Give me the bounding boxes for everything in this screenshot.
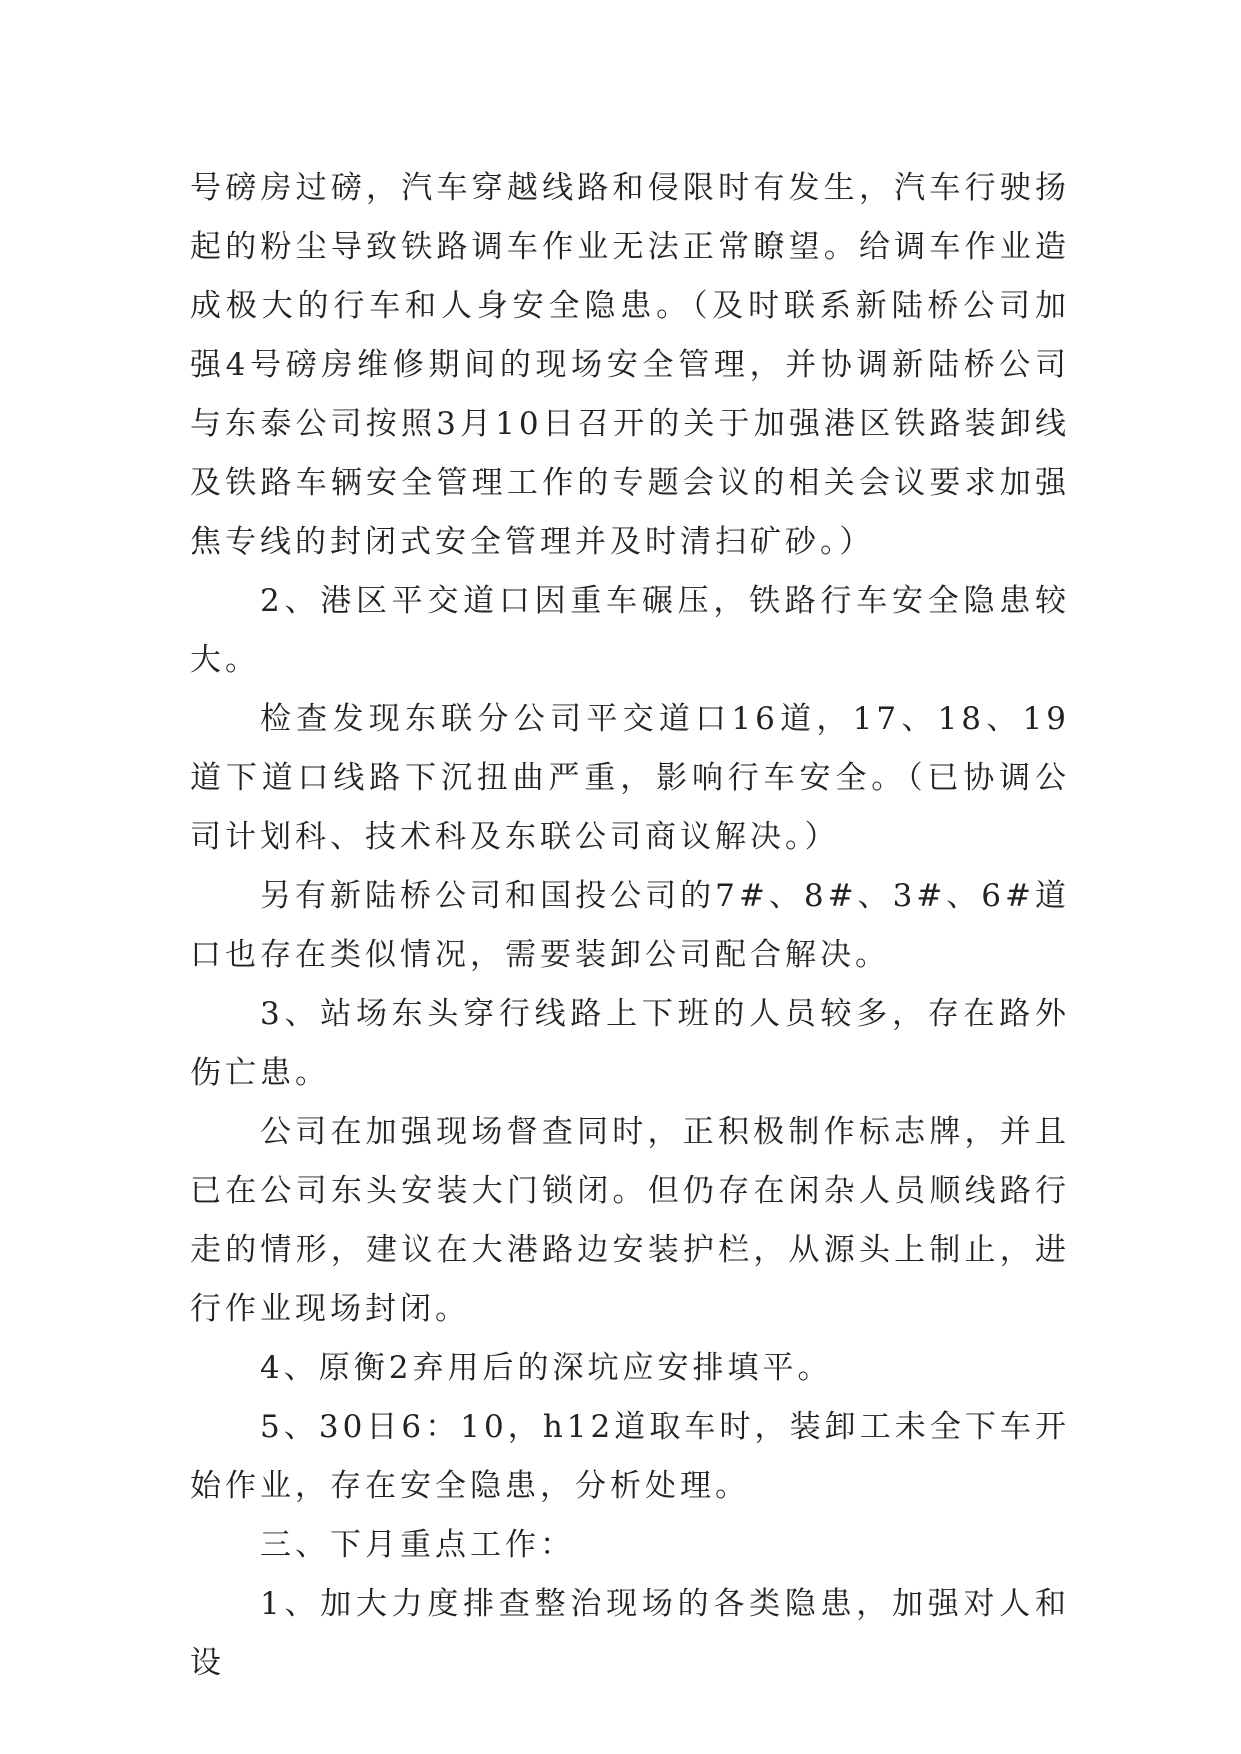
paragraph-5: 3、站场东头穿行线路上下班的人员较多，存在路外伤亡患。 [190, 996, 1070, 1091]
paragraph-10: 1、加大力度排查整治现场的各类隐患，加强对人和设 [190, 1586, 1070, 1681]
paragraph-3: 检查发现东联分公司平交道口16道，17、18、19道下道口线路下沉扭曲严重，影响行车安全。（已协调公司计划科、技术科及东联公司商议解决。） [190, 701, 1070, 855]
section-heading-next-month: 三、下月重点工作： [260, 1527, 575, 1563]
paragraph-2: 2、港区平交道口因重车碾压，铁路行车安全隐患较大。 [190, 583, 1070, 678]
document-body [190, 159, 1070, 1693]
paragraph-8: 5、30日6：10，h12道取车时，装卸工未全下车开始作业，存在安全隐患，分析处理。 [190, 1409, 1070, 1504]
paragraph-6: 公司在加强现场督查同时，正积极制作标志牌，并且已在公司东头安装大门锁闭。但仍存在闲杂人员顺线路行走的情形，建议在大港路边安装护栏，从源头上制止，进行作业现场封闭。 [190, 1114, 1070, 1327]
paragraph-7: 4、原衡2弃用后的深坑应安排填平。 [260, 1350, 833, 1386]
paragraph-4: 另有新陆桥公司和国投公司的7#、8#、3#、6#道口也存在类似情况，需要装卸公司配合解决。 [190, 878, 1070, 973]
paragraph-1: 号磅房过磅，汽车穿越线路和侵限时有发生，汽车行驶扬起的粉尘导致铁路调车作业无法正常瞭望。给调车作业造成极大的行车和人身安全隐患。（及时联系新陆桥公司加强4号磅房维修期间的现场安全管理，并协调新陆桥公司与东泰公司按照3月10日召开的关于加强港区铁路装卸线及铁路车辆安全管理工作的专题会议的相关会议要求加强焦专线的封闭式安全管理并及时清扫矿砂。） [190, 170, 1070, 560]
